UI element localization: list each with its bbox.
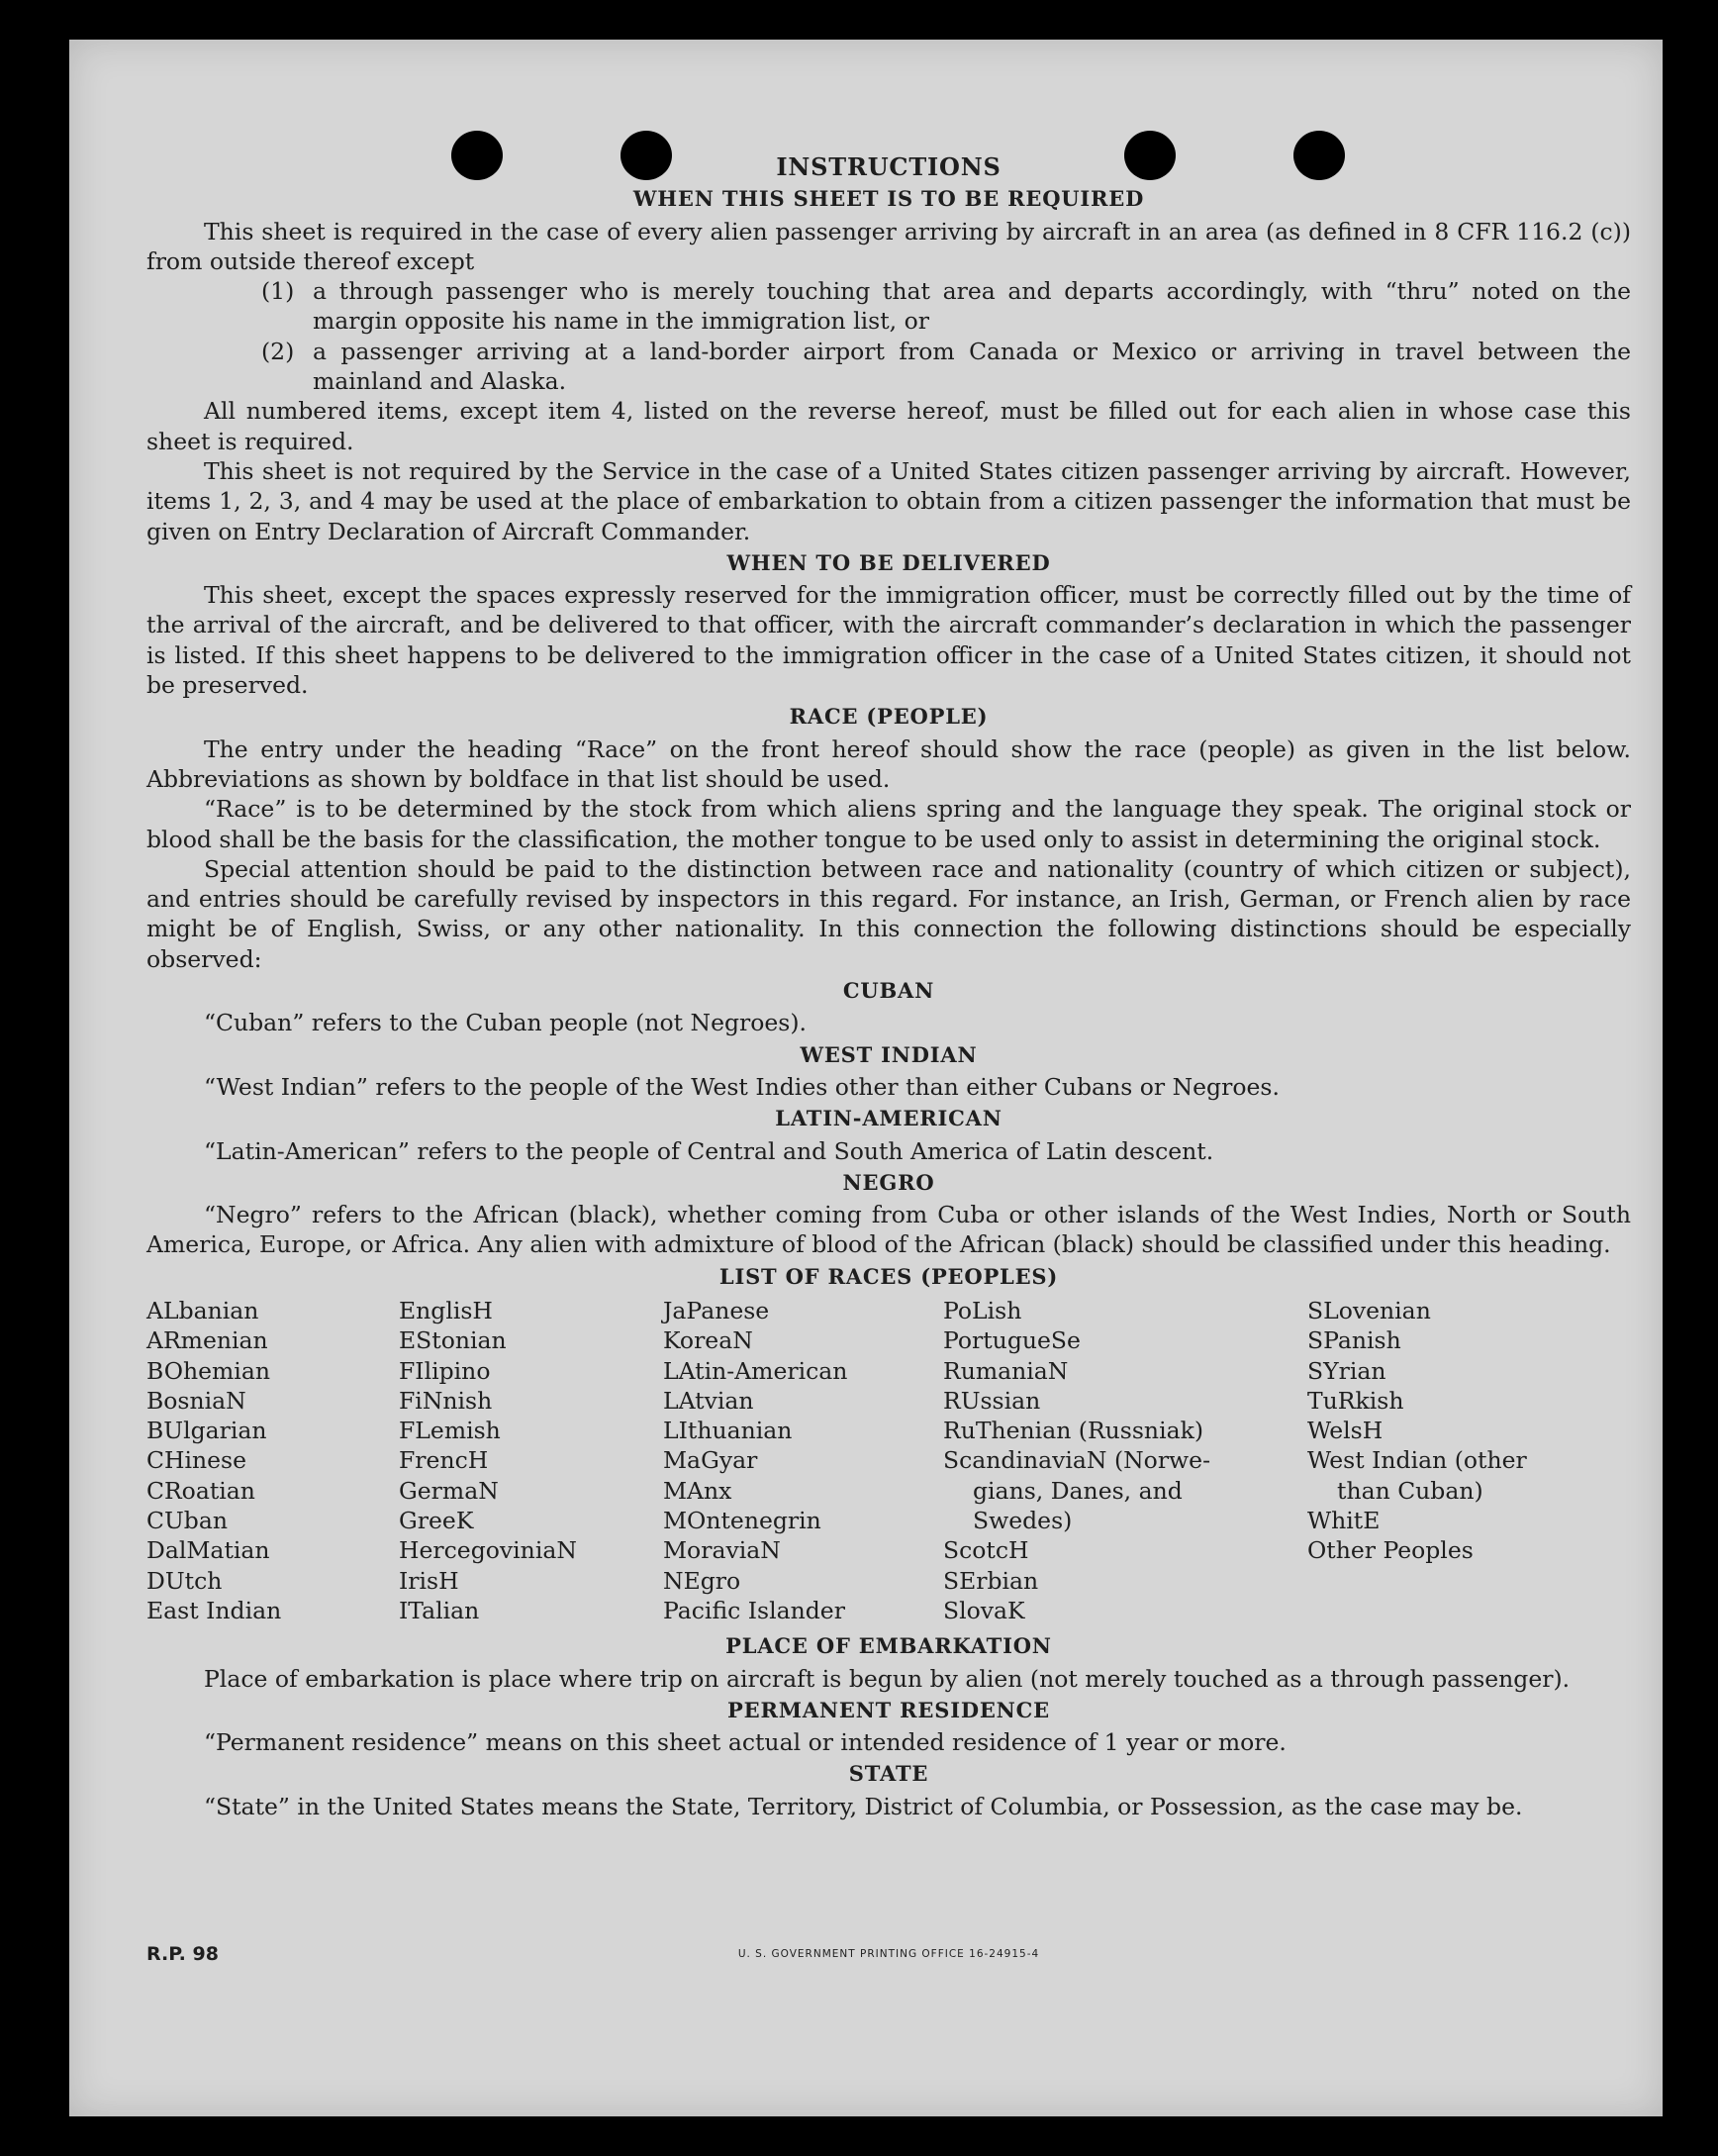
race-entry: than Cuban) — [1337, 1476, 1483, 1505]
race-entry: SErbian — [943, 1566, 1039, 1595]
section-heading: LIST OF RACES (PEOPLES) — [718, 1263, 1059, 1289]
race-entry: Swedes) — [973, 1507, 1073, 1535]
document-page — [69, 40, 1663, 2116]
list-item — [146, 337, 1631, 397]
race-entry: HercegoviniaN — [399, 1536, 577, 1565]
footer — [146, 1943, 1631, 1973]
paragraph: Special attention should be paid to the distinction between race and nationality (country of which citizen or subject), and entries should be carefully revised by inspectors in this regard. For instance, an Irish, German, or French alien by race might be of English, Swiss, or any other nationality. In this connection the following distinctions should be especially observed: — [146, 854, 1631, 973]
race-column — [399, 1296, 663, 1625]
race-entry: WhitE — [1307, 1507, 1381, 1535]
paragraph: “Race” is to be determined by the stock from which aliens spring and the language they speak. The original stock or blood shall be the basis for the classification, the mother tongue to be used only to assist in determining the original stock. — [146, 795, 1631, 853]
race-entry: TuRkish — [1307, 1386, 1404, 1415]
paragraph: Place of embarkation is place where trip on aircraft is begun by alien (not merely touched as a through passenger). — [204, 1664, 1571, 1693]
paragraph: “West Indian” refers to the people of the West Indies other than either Cubans or Negroes. — [204, 1072, 1280, 1101]
race-entry: FIlipino — [399, 1356, 491, 1385]
section-heading: WHEN TO BE DELIVERED — [726, 549, 1051, 575]
race-entry: NEgro — [663, 1566, 741, 1595]
paragraph: This sheet is not required by the Service in the case of a United States citizen passenger arriving by aircraft. However, items 1, 2, 3, and 4 may be used at the place of embarkation to obtain from a citizen passenger the information that must be given on Entry Declaration of Aircraft Commander. — [146, 456, 1631, 545]
race-entry: PoLish — [943, 1296, 1022, 1324]
section-heading: LATIN-AMERICAN — [775, 1106, 1002, 1131]
race-entry: SlovaK — [943, 1596, 1025, 1624]
race-entry: ALbanian — [146, 1296, 259, 1324]
paragraph: “Negro” refers to the African (black), whether coming from Cuba or other islands of the West Indies, North or South America, Europe, or Africa. Any alien with admixture of blood of the African (black) should be classified under this heading. — [146, 1201, 1631, 1259]
race-entry: FLemish — [399, 1417, 501, 1445]
race-entry: RUssian — [943, 1386, 1041, 1415]
paragraph: The entry under the heading “Race” on the front hereof should show the race (people) as given in the list below. Abbreviations as shown by boldface in that list should be used. — [146, 735, 1631, 793]
race-entry: BUlgarian — [146, 1417, 267, 1445]
race-entry: GreeK — [399, 1507, 474, 1535]
race-entry: LIthuanian — [663, 1417, 793, 1445]
race-entry: BOhemian — [146, 1356, 270, 1385]
paragraph: This sheet, except the spaces expressly reserved for the immigration officer, must be correctly filled out by the time of the arrival of the aircraft, and be delivered to that officer, with the aircraft commander’s declaration in which the passenger is listed. If this sheet happens to be delivered to the immigration officer in the case of a United States citizen, it should not be preserved. — [146, 581, 1631, 700]
list-item — [146, 276, 1631, 337]
paragraph: “Cuban” refers to the Cuban people (not Negroes). — [204, 1009, 808, 1037]
item-number: (2) — [261, 337, 295, 365]
section-heading: STATE — [848, 1761, 929, 1787]
race-entry: ScotcH — [943, 1536, 1029, 1565]
instructions-body — [146, 150, 1631, 1821]
race-entry: EnglisH — [399, 1296, 493, 1324]
section-heading: WEST INDIAN — [800, 1041, 978, 1067]
section-heading: NEGRO — [842, 1169, 935, 1195]
race-entry: EStonian — [399, 1326, 507, 1355]
item-text: a passenger arriving at a land-border airport from Canada or Mexico or arriving in travel between the mainland and Alaska. — [313, 337, 1631, 396]
race-column — [146, 1296, 399, 1625]
race-entry: MAnx — [663, 1476, 732, 1505]
race-entry: CRoatian — [146, 1476, 255, 1505]
race-entry: IrisH — [399, 1566, 459, 1595]
race-entry: RuThenian (Russniak) — [943, 1417, 1203, 1445]
race-entry: FiNnish — [399, 1386, 493, 1415]
race-entry: ScandinaviaN (Norwe- — [943, 1446, 1211, 1475]
race-entry: ITalian — [399, 1596, 480, 1624]
race-entry: Pacific Islander — [663, 1596, 845, 1624]
race-entry: KoreaN — [663, 1326, 753, 1355]
race-entry: CHinese — [146, 1446, 246, 1475]
printer-imprint: U. S. GOVERNMENT PRINTING OFFICE 16-24915-4 — [737, 1948, 1040, 1960]
section-heading: RACE (PEOPLE) — [789, 704, 989, 730]
race-entry: SLovenian — [1307, 1296, 1431, 1324]
section-heading: PERMANENT RESIDENCE — [727, 1697, 1050, 1722]
race-column — [1307, 1296, 1604, 1625]
race-entry: BosniaN — [146, 1386, 246, 1415]
race-entry: LAtin-American — [663, 1356, 848, 1385]
paragraph: “Permanent residence” means on this sheet actual or intended residence of 1 year or more. — [204, 1728, 1287, 1757]
race-entry: SPanish — [1307, 1326, 1401, 1355]
race-entry: WelsH — [1307, 1417, 1384, 1445]
race-list — [146, 1296, 1631, 1625]
race-entry: JaPanese — [663, 1296, 770, 1324]
race-entry: GermaN — [399, 1476, 499, 1505]
race-entry: MaGyar — [663, 1446, 758, 1475]
race-entry: CUban — [146, 1507, 228, 1535]
section-heading: WHEN THIS SHEET IS TO BE REQUIRED — [632, 186, 1145, 212]
race-entry: DUtch — [146, 1566, 223, 1595]
paragraph: “State” in the United States means the State, Territory, District of Columbia, or Possession, as the case may be. — [204, 1792, 1523, 1820]
paragraph: “Latin-American” refers to the people of Central and South America of Latin descent. — [204, 1136, 1214, 1165]
race-entry: SYrian — [1307, 1356, 1386, 1385]
form-number: R.P. 98 — [146, 1943, 219, 1965]
race-entry: gians, Danes, and — [973, 1476, 1183, 1505]
race-entry: ARmenian — [146, 1326, 268, 1355]
page-title: INSTRUCTIONS — [776, 152, 1002, 181]
race-entry: LAtvian — [663, 1386, 754, 1415]
section-heading: PLACE OF EMBARKATION — [725, 1633, 1052, 1659]
race-column — [663, 1296, 943, 1625]
race-entry: Other Peoples — [1307, 1536, 1474, 1565]
paragraph: All numbered items, except item 4, listed on the reverse hereof, must be filled out for each alien in whose case this sheet is required. — [146, 397, 1631, 455]
race-entry: PortugueSe — [943, 1326, 1081, 1355]
item-text: a through passenger who is merely touching that area and departs accordingly, with “thru” noted on the margin opposite his name in the immigration list, or — [313, 277, 1631, 336]
race-entry: MOntenegrin — [663, 1507, 821, 1535]
race-entry: East Indian — [146, 1596, 282, 1624]
race-entry: RumaniaN — [943, 1356, 1069, 1385]
paragraph: This sheet is required in the case of every alien passenger arriving by aircraft in an area (as defined in 8 CFR 116.2 (c)) from outside thereof except — [146, 217, 1631, 275]
race-column — [943, 1296, 1307, 1625]
race-entry: MoraviaN — [663, 1536, 781, 1565]
race-entry: West Indian (other — [1307, 1446, 1527, 1475]
section-heading: CUBAN — [842, 978, 935, 1004]
race-entry: FrencH — [399, 1446, 489, 1475]
item-number: (1) — [261, 277, 295, 306]
race-entry: DalMatian — [146, 1536, 270, 1565]
